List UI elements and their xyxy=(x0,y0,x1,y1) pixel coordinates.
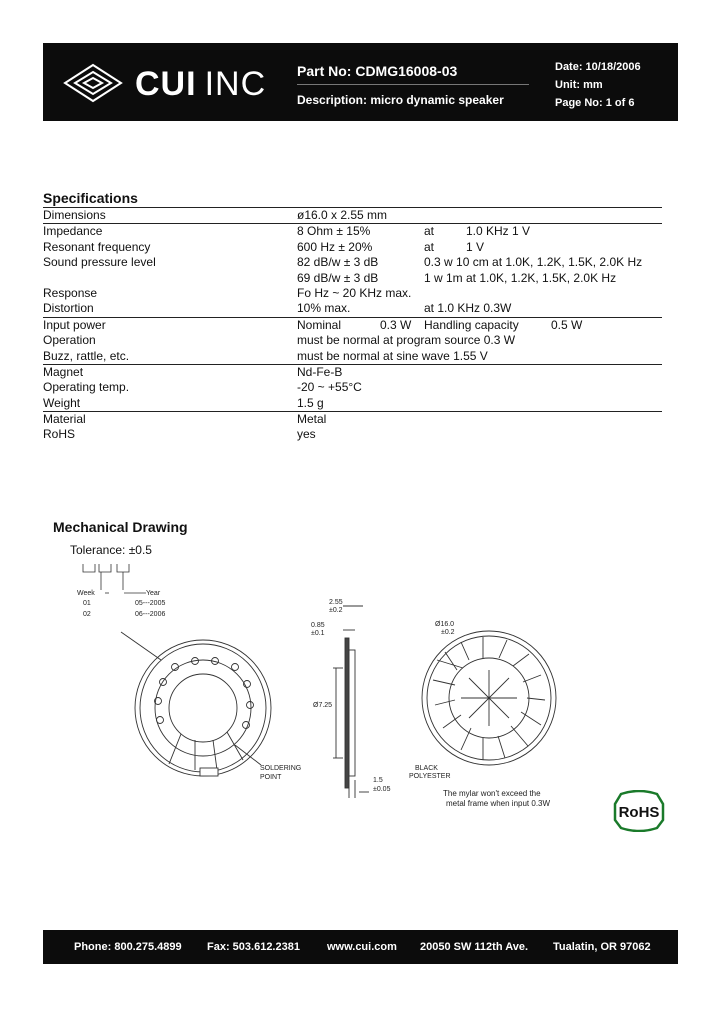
spec-value: 1.5 g xyxy=(297,395,324,410)
spec-label: Buzz, rattle, etc. xyxy=(43,348,130,363)
tol-0-2b: ±0.2 xyxy=(441,629,455,636)
spec-label: Magnet xyxy=(43,364,84,379)
spec-capacity-value: 0.5 W xyxy=(551,317,583,332)
year-label: Year xyxy=(146,590,161,597)
rohs-badge-text: RoHS xyxy=(618,804,660,821)
spec-condition: 0.3 w 10 cm at 1.0K, 1.2K, 1.5K, 2.0K Hz xyxy=(424,255,643,270)
spec-value: 10% max. xyxy=(297,301,351,316)
dim-16-0: Ø16.0 xyxy=(435,621,455,628)
spec-value: 600 Hz ± 20% xyxy=(297,239,373,254)
week-02: 02 xyxy=(83,611,91,618)
page-number: Page No: 1 of 6 xyxy=(555,97,635,109)
speaker-back-view xyxy=(121,632,271,776)
spec-value: ø16.0 x 2.55 mm xyxy=(297,208,388,222)
tolerance-note: Tolerance: ±0.5 xyxy=(70,543,152,557)
spec-row-sound-pressure-2 xyxy=(43,271,662,286)
spec-row-dimensions xyxy=(43,207,662,223)
note-line-2: metal frame when input 0.3W xyxy=(446,799,551,808)
week-01: 01 xyxy=(83,600,91,607)
note-line-1: The mylar won't exceed the xyxy=(443,789,541,798)
spec-value: must be normal at sine wave 1.55 V xyxy=(297,348,488,363)
cui-logo-icon xyxy=(61,61,125,105)
spec-label: Sound pressure level xyxy=(43,255,156,270)
spec-at: at xyxy=(424,224,435,239)
speaker-side-profile xyxy=(333,606,369,798)
spec-value: 82 dB/w ± 3 dB xyxy=(297,255,379,270)
black-label-1: BLACK xyxy=(415,765,438,772)
speaker-front-view xyxy=(422,631,556,765)
spec-row-sound-pressure xyxy=(43,255,662,270)
spec-row-impedance xyxy=(43,223,662,239)
spec-condition: at 1.0 KHz 0.3W xyxy=(424,301,512,316)
part-number: Part No: CDMG16008-03 xyxy=(297,63,458,79)
footer-phone: Phone: 800.275.4899 xyxy=(74,941,182,953)
spec-row-distortion xyxy=(43,301,662,316)
speaker-holes xyxy=(155,658,254,729)
spec-condition: 1 w 1m at 1.0K, 1.2K, 1.5K, 2.0K Hz xyxy=(424,270,617,285)
spec-value: Nd-Fe-B xyxy=(297,364,343,379)
dim-2-55: 2.55 xyxy=(329,599,343,606)
spec-row-operating-temp xyxy=(43,380,662,395)
black-label-2: POLYESTER xyxy=(409,773,451,780)
spec-value: Nominal xyxy=(297,317,342,332)
tol-0-2: ±0.2 xyxy=(329,607,343,614)
footer-city: Tualatin, OR 97062 xyxy=(553,941,651,953)
footer-web[interactable]: www.cui.com xyxy=(327,941,397,953)
specifications-title: Specifications xyxy=(43,190,138,206)
spec-row-rohs xyxy=(43,427,662,442)
soldering-label-2: POINT xyxy=(260,774,282,781)
spec-value: must be normal at program source 0.3 W xyxy=(297,333,516,348)
tol-0-1: ±0.1 xyxy=(311,630,325,637)
spec-row-input-power xyxy=(43,317,662,333)
spec-table xyxy=(43,207,662,443)
spec-label: Response xyxy=(43,285,98,300)
dim-7-25: Ø7.25 xyxy=(313,702,333,709)
spec-row-magnet xyxy=(43,364,662,380)
unit: Unit: mm xyxy=(555,79,603,91)
year-06: 06---2006 xyxy=(135,611,166,618)
header-divider xyxy=(297,84,529,85)
mechanical-drawing xyxy=(43,560,623,830)
date-code-boxes xyxy=(83,564,146,593)
spec-label: Dimensions xyxy=(43,208,106,222)
spec-label: Input power xyxy=(43,317,106,332)
spec-row-resonant-frequency xyxy=(43,240,662,255)
spec-label: Material xyxy=(43,412,86,427)
spec-nominal-value: 0.3 W xyxy=(380,317,412,332)
spec-value: -20 ~ +55°C xyxy=(297,380,362,395)
spec-row-weight xyxy=(43,396,662,411)
year-05: 05---2005 xyxy=(135,600,166,607)
spec-at: at xyxy=(424,239,435,254)
spec-value: 8 Ohm ± 15% xyxy=(297,224,371,239)
spec-label: Resonant frequency xyxy=(43,239,151,254)
spec-value: 69 dB/w ± 3 dB xyxy=(297,270,379,285)
spec-value: Metal xyxy=(297,412,327,427)
spec-label: RoHS xyxy=(43,427,76,442)
brand-name: CUI INC xyxy=(135,65,267,103)
week-label: Week xyxy=(77,590,95,597)
tol-0-05: ±0.05 xyxy=(373,786,391,793)
footer-address: 20050 SW 112th Ave. xyxy=(420,941,529,953)
spec-value: Fo Hz ~ 20 KHz max. xyxy=(297,285,412,300)
description: Description: micro dynamic speaker xyxy=(297,93,504,107)
dim-1-5: 1.5 xyxy=(373,777,383,784)
spec-row-material xyxy=(43,411,662,427)
mechanical-drawing-title: Mechanical Drawing xyxy=(53,519,188,535)
footer-bar xyxy=(43,930,678,964)
spec-condition: 1.0 KHz 1 V xyxy=(466,224,531,239)
header-bar xyxy=(43,43,678,121)
spec-row-response xyxy=(43,286,662,301)
spec-condition: 1 V xyxy=(466,239,485,254)
spec-label: Operating temp. xyxy=(43,380,130,395)
spec-label: Weight xyxy=(43,395,81,410)
soldering-label-1: SOLDERING xyxy=(260,765,302,772)
spec-value: yes xyxy=(297,427,316,442)
spec-label: Distortion xyxy=(43,301,94,316)
spec-condition: Handling capacity xyxy=(424,317,519,332)
footer-fax: Fax: 503.612.2381 xyxy=(207,941,300,953)
spec-label: Operation xyxy=(43,333,96,348)
rohs-badge xyxy=(611,790,667,832)
date: Date: 10/18/2006 xyxy=(555,61,641,73)
dim-0-85: 0.85 xyxy=(311,622,325,629)
spec-label: Impedance xyxy=(43,224,103,239)
spec-row-operation xyxy=(43,333,662,348)
spec-row-buzz xyxy=(43,349,662,364)
